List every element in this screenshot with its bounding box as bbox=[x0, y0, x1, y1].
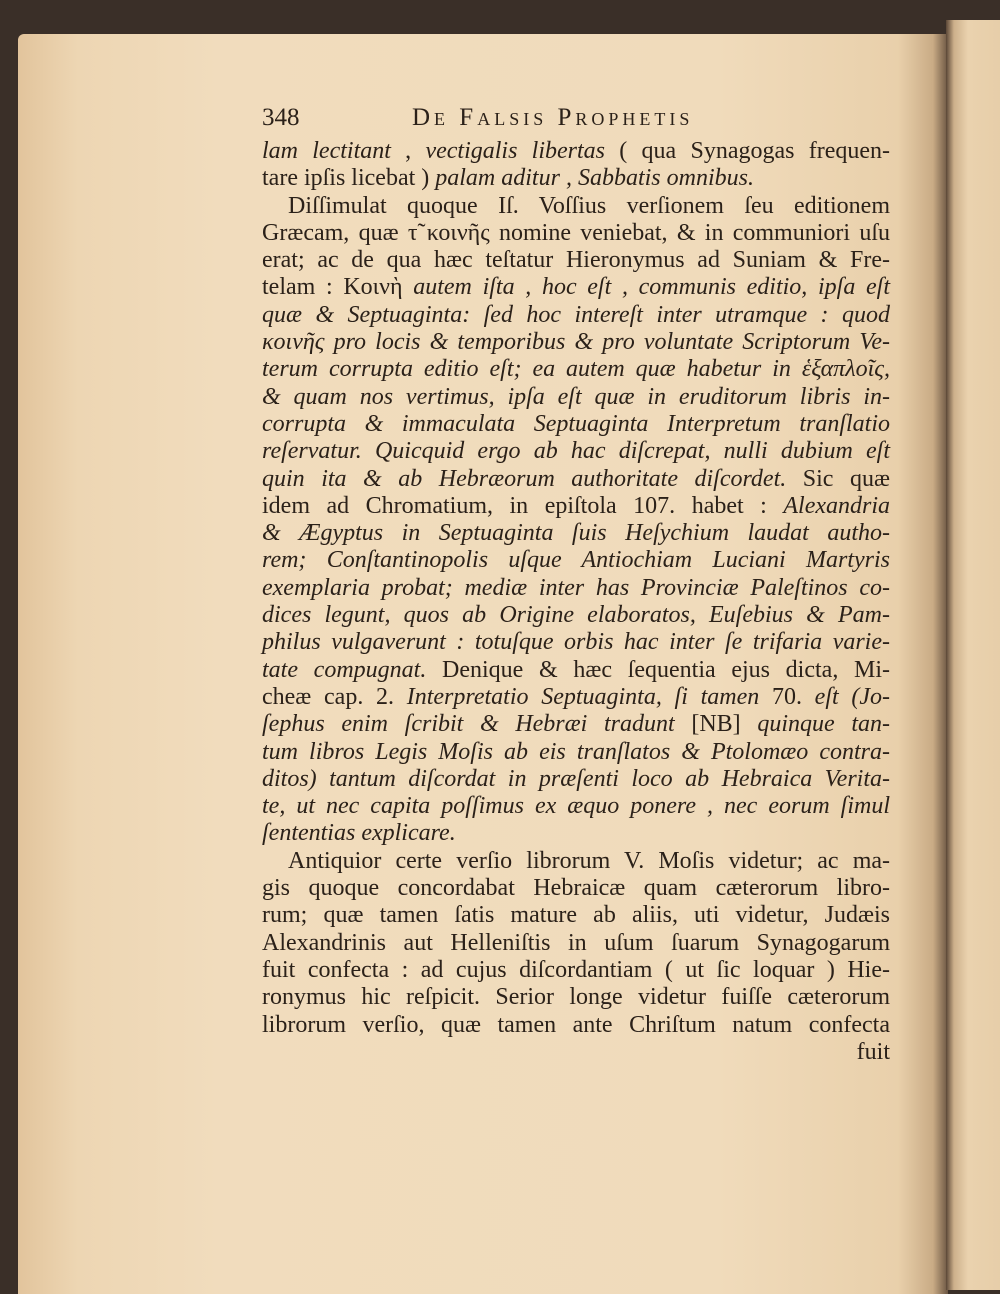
text-line bbox=[262, 1012, 890, 1039]
italic-text: lam lectitant bbox=[262, 138, 391, 164]
italic-text: eſt (Jo- bbox=[801, 683, 891, 710]
italic-text: quæ & Septuaginta: ſed hoc intereſt inter utramque : quod bbox=[262, 301, 890, 328]
roman-text: fuit confecta : ad cujus diſcordantiam ( ut ſic loquar ) Hie- bbox=[262, 956, 890, 983]
italic-text: ditos) tantum diſcordat in præſenti loco ab Hebraica Verita- bbox=[262, 765, 890, 792]
text-line bbox=[262, 902, 890, 929]
italic-text: tate compugnat. bbox=[262, 656, 427, 683]
text-line bbox=[262, 411, 890, 438]
text-line bbox=[262, 739, 890, 766]
text-line bbox=[262, 766, 890, 793]
roman-text: tare ipſis licebat ) bbox=[262, 165, 436, 192]
italic-text: terum corrupta editio eſt; ea autem quæ habetur in ἑξαπλοῖς, bbox=[262, 356, 890, 383]
italic-text: vectigalis libertas bbox=[425, 138, 606, 164]
roman-text: Alexandrinis aut Helleniſtis in uſum ſuarum Synagogarum bbox=[262, 929, 890, 956]
italic-text: & quam nos vertimus, ipſa eſt quæ in eruditorum libris in- bbox=[262, 383, 890, 410]
page-number: 348 bbox=[262, 104, 300, 131]
text-line bbox=[262, 247, 890, 274]
roman-text: Sic quæ bbox=[786, 465, 890, 492]
next-page-edge bbox=[946, 20, 1000, 1290]
text-line bbox=[262, 575, 890, 602]
italic-text: & Ægyptus in Septuaginta ſuis Heſychium laudat autho- bbox=[262, 520, 890, 547]
text-line bbox=[262, 848, 890, 875]
roman-text: ( qua Synagogas frequen- bbox=[605, 138, 891, 164]
roman-text: 70. bbox=[771, 683, 802, 710]
text-line bbox=[262, 547, 890, 574]
italic-text: Alexandria bbox=[783, 492, 890, 519]
italic-text: tum libros Legis Moſis ab eis tranſlatos & Ptolomæo contra- bbox=[262, 738, 890, 765]
text-line bbox=[262, 193, 890, 220]
italic-text: exemplaria probat; mediæ inter has Provinciæ Paleſtinos co- bbox=[262, 574, 890, 601]
roman-text: Diſſimulat quoque Iſ. Voſſius verſionem ſeu editionem bbox=[288, 192, 890, 219]
roman-text: librorum verſio, quæ tamen ante Chriſtum natum confecta bbox=[262, 1011, 890, 1038]
text-line bbox=[262, 875, 890, 902]
roman-text: idem ad Chromatium, in epiſtola 107. habet : bbox=[262, 492, 784, 519]
text-line bbox=[262, 711, 890, 738]
italic-text: corrupta & immaculata Septuaginta Interpretum tranſlatio bbox=[262, 410, 890, 437]
italic-text: rem; Conſtantinopolis uſque Antiochiam Luciani Martyris bbox=[262, 547, 890, 574]
text-line bbox=[262, 657, 890, 684]
italic-text: dices legunt, quos ab Origine elaboratos, Euſebius & Pam- bbox=[262, 602, 890, 629]
italic-text: ſephus enim ſcribit & Hebræi tradunt bbox=[262, 711, 692, 738]
text-line bbox=[262, 438, 890, 465]
running-title: De Falsis Prophetis bbox=[412, 104, 694, 131]
italic-text: philus vulgaverunt : totuſque orbis hac inter ſe trifaria varie- bbox=[262, 629, 890, 656]
text-line bbox=[262, 684, 890, 711]
roman-text: Denique & hæc ſequentia ejus dicta, Mi- bbox=[426, 656, 890, 683]
roman-text: Græcam, quæ τ̃ κοινῆς nomine veniebat, & in communiori uſu bbox=[262, 219, 890, 246]
roman-text: ronymus hic reſpicit. Serior longe videtur fuiſſe cæterorum bbox=[262, 984, 890, 1011]
text-line bbox=[262, 274, 890, 301]
text-line bbox=[262, 138, 890, 165]
italic-text: κοινῆς pro locis & temporibus & pro voluntate Scriptorum Ve- bbox=[262, 329, 890, 356]
text-line bbox=[262, 165, 890, 192]
italic-text: reſervatur. Quicquid ergo ab hac diſcrepat, nulli dubium eſt bbox=[262, 438, 890, 465]
body-text bbox=[262, 138, 890, 1066]
italic-text: te, ut nec capita poſſimus ex æquo ponere , nec eorum ſimul bbox=[262, 793, 890, 820]
page-header bbox=[262, 104, 892, 136]
roman-text: cheæ cap. 2. bbox=[262, 683, 407, 710]
text-line bbox=[262, 602, 890, 629]
text-line bbox=[262, 384, 890, 411]
text-line bbox=[262, 793, 890, 820]
italic-text: Interpretatio Septuaginta, ſi tamen bbox=[406, 683, 772, 710]
roman-text: fuit bbox=[856, 1038, 890, 1065]
text-line bbox=[262, 466, 890, 493]
text-line bbox=[262, 302, 890, 329]
roman-text: gis quoque concordabat Hebraicæ quam cæterorum libro- bbox=[262, 875, 890, 902]
text-line bbox=[262, 520, 890, 547]
text-line bbox=[262, 629, 890, 656]
roman-text: telam : Κοινὴ bbox=[262, 274, 414, 301]
roman-text: erat; ac de qua hæc teſtatur Hieronymus ad Suniam & Fre- bbox=[262, 247, 890, 274]
catchword bbox=[262, 1039, 890, 1066]
text-line bbox=[262, 220, 890, 247]
italic-text: quin ita & ab Hebræorum authoritate diſcordet. bbox=[262, 465, 787, 492]
roman-text: [NB] bbox=[691, 711, 741, 738]
text-line bbox=[262, 493, 890, 520]
italic-text: ſententias explicare. bbox=[262, 820, 456, 847]
italic-text: quinque tan- bbox=[740, 711, 890, 738]
roman-text: , bbox=[390, 138, 426, 164]
text-line bbox=[262, 957, 890, 984]
text-line bbox=[262, 984, 890, 1011]
text-line bbox=[262, 930, 890, 957]
text-line bbox=[262, 329, 890, 356]
roman-text: rum; quæ tamen ſatis mature ab aliis, uti videtur, Judæis bbox=[262, 902, 890, 929]
italic-text: autem iſta , hoc eſt , communis editio, ipſa eſt bbox=[413, 274, 890, 301]
text-line bbox=[262, 820, 890, 847]
roman-text: Antiquior certe verſio librorum V. Moſis videtur; ac ma- bbox=[288, 847, 890, 874]
italic-text: palam aditur , Sabbatis omnibus. bbox=[435, 165, 754, 192]
text-line bbox=[262, 356, 890, 383]
